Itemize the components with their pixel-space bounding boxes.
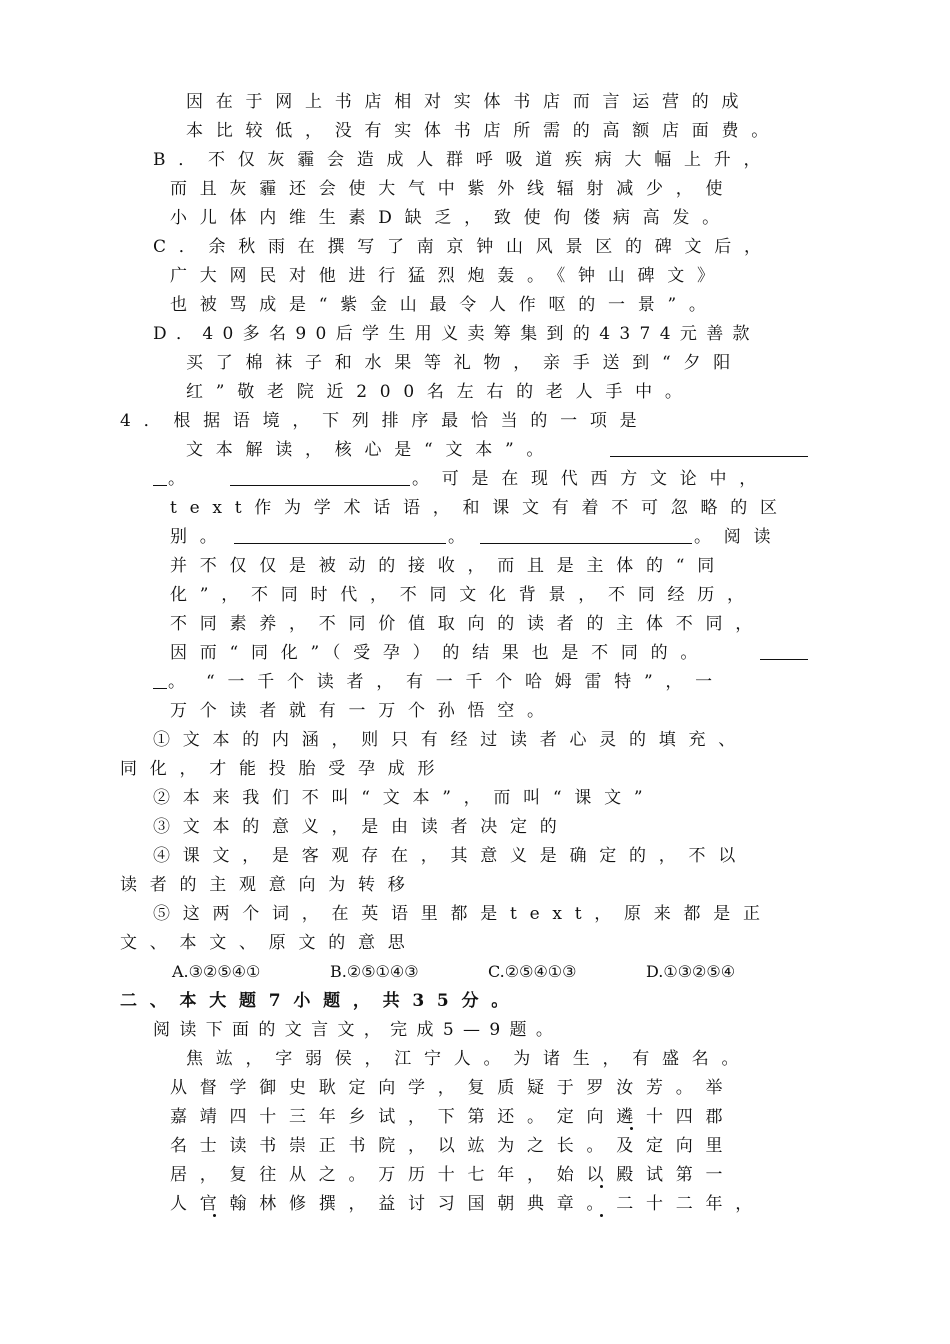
q4-passage-line4-period: 。 <box>448 527 465 547</box>
passage-line3-end: 十四郡 <box>646 1107 736 1127</box>
q3-option-a-line2: 本比较低，没有实体书店所需的高额店面费。 <box>186 121 781 141</box>
answer-blank-5-tail <box>153 688 167 689</box>
q4-passage-line10: 万个读者就有一万个孙悟空。 <box>170 701 557 721</box>
section-2-heading: 二、本大题7小题，共35分。 <box>120 991 521 1011</box>
q4-passage-line4-start: 别。 <box>170 527 230 547</box>
q4-item-1: ①文本的内涵，则只有经过读者心灵的填充、 <box>153 730 748 750</box>
answer-blank-5[interactable] <box>760 659 808 660</box>
q3-option-c-line3: 也被骂成是“紫金山最令人作呕的一景”。 <box>170 295 719 315</box>
q4-passage-line9: “一千个读者，有一千个哈姆雷特”，一 <box>206 672 725 692</box>
answer-blank-4[interactable] <box>480 543 692 544</box>
q4-passage-line1: 文本解读，核心是“文本”。 <box>186 440 557 460</box>
q4-item-3: ③文本的意义，是由读者决定的 <box>153 817 570 837</box>
passage-line3 <box>170 1103 735 1131</box>
q4-passage-line9-period: 。 <box>168 672 185 692</box>
q3-option-b-line1: B．不仅灰霾会造成人群呼吸道疾病大幅上升， <box>153 150 774 170</box>
q4-option-c[interactable]: C.②⑤④①③ <box>488 962 577 981</box>
q3-option-a-line1: 因在于网上书店相对实体书店而言运营的成 <box>186 92 752 112</box>
answer-blank-1-tail <box>153 485 167 486</box>
passage-line5-end: 殿试第一 <box>616 1165 736 1185</box>
q3-option-d-line1: D．40多名90后学生用义卖筹集到的4374元善款 <box>153 324 759 344</box>
passage-line3-start: 嘉靖四十三年乡试，下第还。定向 <box>170 1107 617 1127</box>
q4-passage-line5: 并不仅仅是被动的接收，而且是主体的“同 <box>170 556 727 576</box>
q4-passage-line2-period: 。 <box>168 469 185 489</box>
passage-line5-start: 居，复往从之。万历十七年，始 <box>170 1165 587 1185</box>
answer-blank-3[interactable] <box>234 543 446 544</box>
answer-blank-2[interactable] <box>230 485 410 486</box>
q4-item-5-cont: 文、本文、原文的意思 <box>120 933 418 953</box>
passage-line6 <box>170 1190 765 1218</box>
passage-line6-mid: 翰林修撰，益讨习国朝典章 <box>229 1194 587 1214</box>
passage-line5 <box>170 1161 735 1189</box>
q4-item-2: ②本来我们不叫“文本”，而叫“课文” <box>153 788 656 808</box>
answer-blank-1[interactable] <box>610 456 808 457</box>
q3-option-d-line3: 红”敬老院近200名左右的老人手中。 <box>186 382 695 402</box>
q4-item-4: ④课文，是客观存在，其意义是确定的，不以 <box>153 846 748 866</box>
q4-item-1-cont: 同化，才能投胎受孕成形 <box>120 759 448 779</box>
section-2-intro: 阅读下面的文言文，完成5—9题。 <box>153 1020 563 1040</box>
emphasis-word-lin: 遴 <box>616 1107 646 1127</box>
q4-passage-line2: 。可是在现代西方文论中， <box>412 469 769 489</box>
q3-option-d-line2: 买了棉袜子和水果等礼物，亲手送到“夕阳 <box>186 353 743 373</box>
q4-passage-line6: 化”，不同时代，不同文化背景，不同经历， <box>170 585 757 605</box>
q4-passage-line3: text作为学术话语，和课文有着不可忽略的区 <box>170 498 790 518</box>
q4-item-4-cont: 读者的主观意向为转移 <box>120 875 418 895</box>
q4-passage-line4-end: 。阅读 <box>694 527 784 547</box>
q4-stem: 4．根据语境，下列排序最恰当的一项是 <box>120 411 650 431</box>
passage-line1: 焦竑，字弱侯，江宁人。为诸生，有盛名。 <box>186 1049 752 1069</box>
q4-item-5: ⑤这两个词，在英语里都是text，原来都是正 <box>153 904 773 924</box>
passage-line2: 从督学御史耿定向学，复质疑于罗汝芳。举 <box>170 1078 736 1098</box>
q4-option-b[interactable]: B.②⑤①④③ <box>330 962 419 981</box>
passage-line4: 名士读书崇正书院，以竑为之长。及定向里 <box>170 1136 736 1156</box>
q3-option-b-line3: 小儿体内维生素D缺乏，致使佝偻病高发。 <box>170 208 732 228</box>
q3-option-b-line2: 而且灰霾还会使大气中紫外线辐射减少，使 <box>170 179 736 199</box>
q3-option-c-line1: C．余秋雨在撰写了南京钟山风景区的碑文后， <box>153 237 774 257</box>
passage-line6-end: 二十二年， <box>616 1194 765 1214</box>
q3-option-c-line2: 广大网民对他进行猛烈炮轰。《钟山碑文》 <box>170 266 727 286</box>
q4-passage-line8: 因而“同化”（受孕）的结果也是不同的。 <box>170 643 711 663</box>
passage-line6-start: 人 <box>170 1194 200 1214</box>
emphasis-mark-period: 。 <box>586 1194 617 1214</box>
q4-passage-line7: 不同素养，不同价值取向的读者的主体不同， <box>170 614 765 634</box>
emphasis-word-guan: 官 <box>199 1194 230 1214</box>
q4-option-a[interactable]: A.③②⑤④① <box>172 962 261 981</box>
emphasis-word-yi: 以 <box>586 1165 617 1185</box>
q4-option-d[interactable]: D.①③②⑤④ <box>646 962 736 981</box>
